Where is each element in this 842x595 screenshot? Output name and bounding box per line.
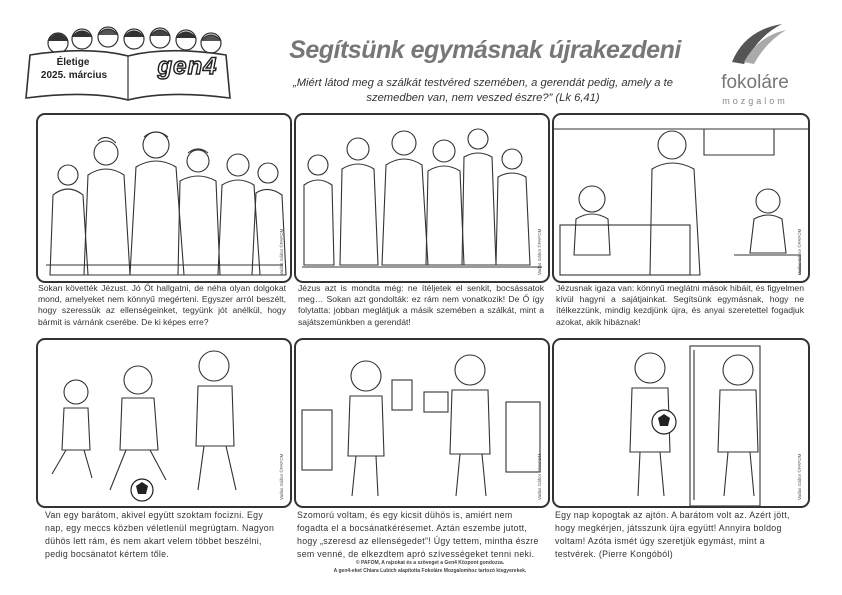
footer-line-1: © PAFOM, A rajzokat és a szöveget a Gen4 Központ gondozza. [355,560,505,566]
friend-at-door-illustration [554,340,808,506]
gen4-wordmark: gen4 [157,53,218,80]
boys-city-illustration [296,340,548,506]
illustration-credit: Vadas Gábor ©PAFOM [279,453,284,500]
fokolare-swoosh-icon [700,22,810,67]
bible-quote: „Miért látod meg a szálkát testvéred szemében, a gerendát pedig, amely a te szemedben van, nem veszed észre?” (Lk 6,41) [293,77,673,104]
mother-children-illustration [554,115,808,281]
illustration-credit: Vadas Gábor ©PAFOM [279,228,284,275]
caption-2: Jézus azt is mondta még: ne ítéljetek el senkit, bocsássatok meg… Sokan azt gondolták: ez rám nem vonatkozik! De Ő így folytatta: jobban meglátjuk a másik szemében a szálkát, mint a sajátszemünkben a gerendát! [298,283,544,327]
jesus-teaching-illustration [296,115,548,281]
life-word-label: Életige [56,57,90,68]
footer-line-2: A gen4-eket Chiara Lubich alapította Fokoláre Mozgalomhoz tartozó kisgyerekek. [333,568,527,574]
illustration-credit: Vadas Gábor ©PAFOM [537,228,542,275]
crowd-listening-illustration [38,115,290,281]
comic-panel-3 [552,113,810,283]
page-title: Segítsünk egymásnak újrakezdeni [289,36,681,64]
comic-panel-5 [294,338,550,508]
illustration-credit: Vadas Gábor ©PAFOM [797,228,802,275]
footer [280,559,580,575]
org-name: fokoláre [721,72,789,93]
caption-6: Egy nap kopogtak az ajtón. A barátom volt az. Azért jött, hogy megkérjen, játsszunk újra együtt! Annyira boldog voltam! Azóta ismét úgy szeretjük egymást, mint a testvérek. (Pierre Kongóból) [555,510,790,559]
comic-panel-2 [294,113,550,283]
comic-panel-6 [552,338,810,508]
comic-panel-4 [36,338,292,508]
football-kick-illustration [38,340,290,506]
month-label: 2025. március [40,70,108,81]
caption-3: Jézusnak igaza van: könnyű meglátni mások hibáit, és figyelmen kívül hagyni a sajátjainkat. Segítsünk egymásnak, hogy ne ítélkezzünk, mindig kezdjünk újra, és anyai szeretettel fogadjuk azokat, akik hibáznak! [556,283,804,327]
illustration-credit: Vadas Gábor ©PAFOM [797,453,802,500]
comic-panel-1 [36,113,292,283]
illustration-credit: Vadas Gábor ©PAFOM [537,453,542,500]
fokolare-logo [700,22,810,112]
caption-4: Van egy barátom, akivel együtt szoktam focizni. Egy nap, egy meccs közben véletlenül megrúgtam. Nagyon dühös lett rám, és nem akart velem többet beszélni, pedig bocsánatot kértem tőle. [45,510,275,559]
caption-1: Sokan követték Jézust. Jó Őt hallgatni, de néha olyan dolgokat mond, amelyeket nem könnyű megérteni. Egyszer arról beszélt, hogy szeressük az ellenségeinket, tegyünk jót anélkül, hogy bármit is várnánk cserébe. De ki képes erre? [38,283,286,327]
caption-5: Szomorú voltam, és egy kicsit dühös is, amiért nem fogadta el a bocsánatkérésemet. Aztán eszembe jutott, hogy „szeresd az ellenségedet”! Úgy tettem, mintha észre sem venné, de elkezdtem apró szívességeket tenni neki. [297,510,539,559]
org-subtitle: mozgalom [722,96,788,106]
